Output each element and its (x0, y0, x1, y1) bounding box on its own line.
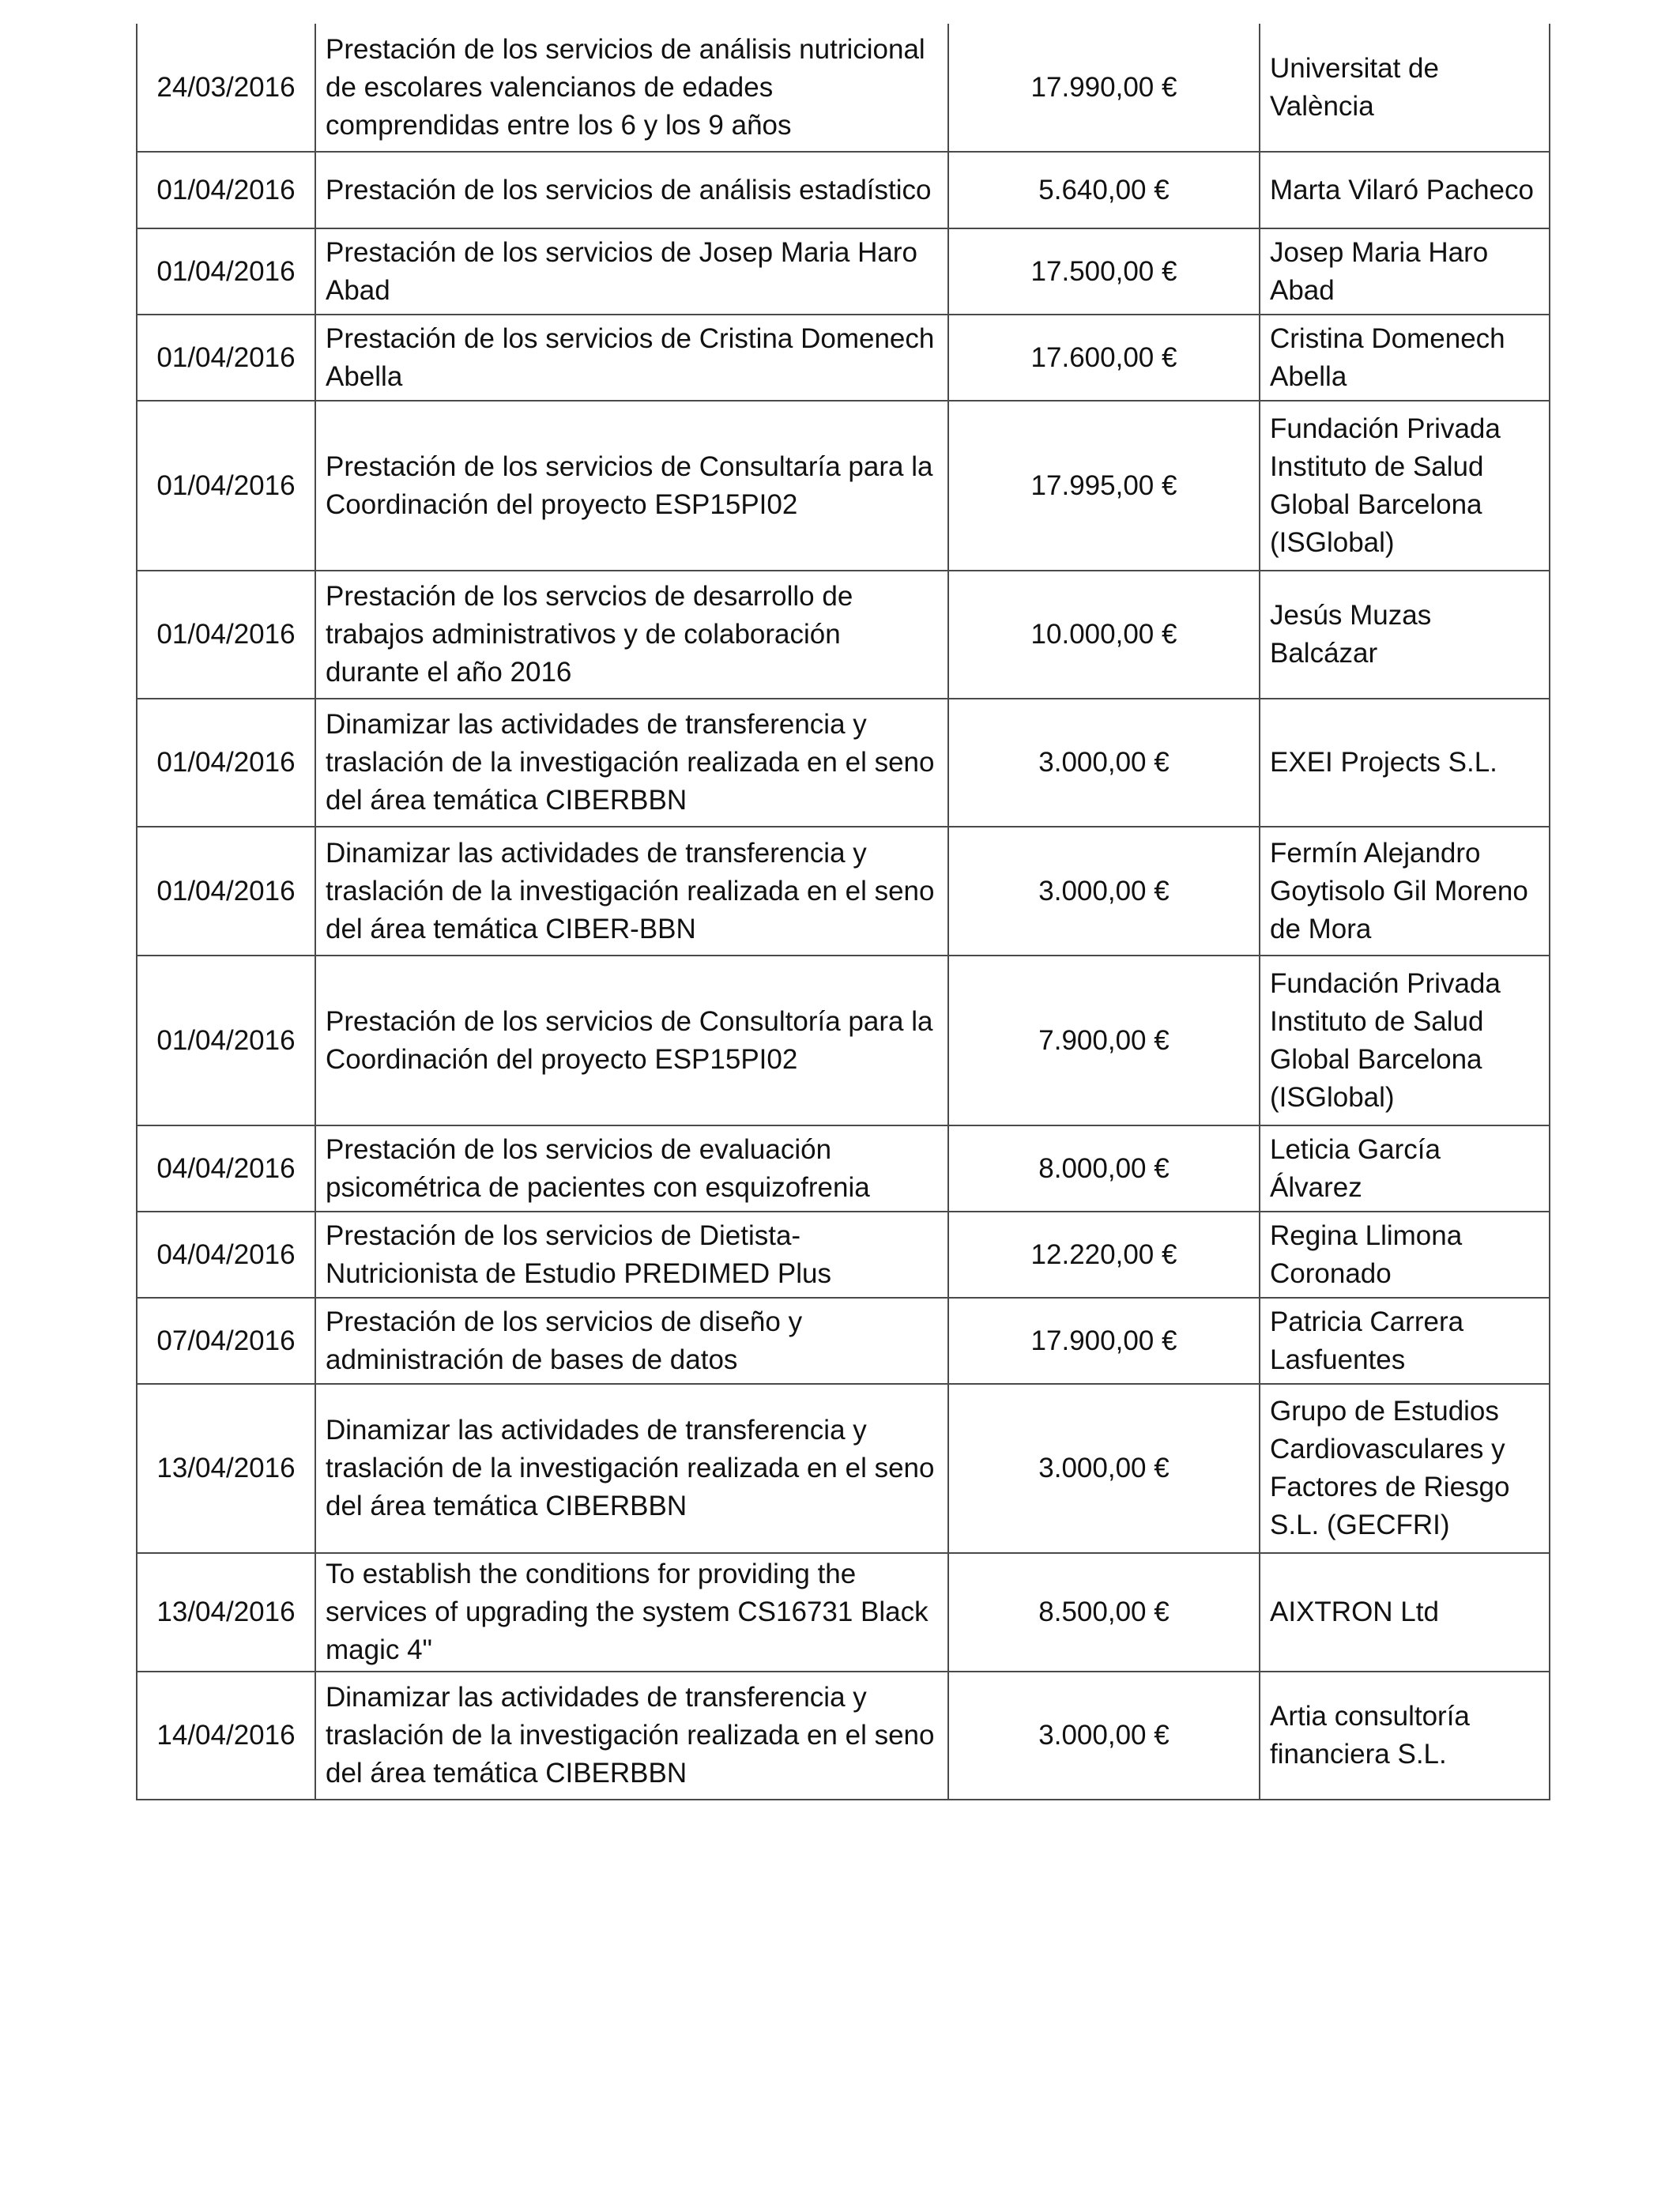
contract-provider: Fundación Privada Instituto de Salud Global Barcelona (ISGlobal) (1260, 401, 1550, 571)
contract-amount: 17.990,00 € (948, 24, 1260, 152)
contract-description: Dinamizar las actividades de transferencia y traslación de la investigación realizada en el seno del área temática CIBERBBN (315, 1672, 948, 1800)
contracts-table (136, 24, 1550, 1800)
table-row (137, 699, 1550, 827)
table-row (137, 152, 1550, 228)
table-row (137, 228, 1550, 315)
contract-date: 01/04/2016 (137, 315, 315, 401)
table-row (137, 571, 1550, 699)
table-row (137, 827, 1550, 956)
contract-description: Prestación de los servicios de Cristina Domenech Abella (315, 315, 948, 401)
table-row (137, 1672, 1550, 1800)
contract-provider: Leticia García Álvarez (1260, 1125, 1550, 1212)
contract-date: 01/04/2016 (137, 699, 315, 827)
contract-provider: EXEI Projects S.L. (1260, 699, 1550, 827)
contract-provider: Josep Maria Haro Abad (1260, 228, 1550, 315)
contract-amount: 5.640,00 € (948, 152, 1260, 228)
contract-date: 13/04/2016 (137, 1384, 315, 1553)
contract-amount: 3.000,00 € (948, 1672, 1260, 1800)
contract-provider: Artia consultoría financiera S.L. (1260, 1672, 1550, 1800)
contract-provider: Regina Llimona Coronado (1260, 1212, 1550, 1298)
contract-description: Prestación de los servicios de Josep Maria Haro Abad (315, 228, 948, 315)
contract-amount: 7.900,00 € (948, 956, 1260, 1125)
contract-description: Prestación de los servicios de análisis nutricional de escolares valencianos de edades comprendidas entre los 6 y los 9 años (315, 24, 948, 152)
contract-date: 04/04/2016 (137, 1125, 315, 1212)
contract-provider: AIXTRON Ltd (1260, 1553, 1550, 1672)
contract-amount: 3.000,00 € (948, 827, 1260, 956)
contract-amount: 17.600,00 € (948, 315, 1260, 401)
table-row (137, 24, 1550, 152)
contract-amount: 3.000,00 € (948, 1384, 1260, 1553)
contract-description: Prestación de los servcios de desarrollo de trabajos administrativos y de colaboración durante el año 2016 (315, 571, 948, 699)
contract-date: 01/04/2016 (137, 827, 315, 956)
contract-date: 01/04/2016 (137, 571, 315, 699)
contract-date: 01/04/2016 (137, 956, 315, 1125)
contract-date: 01/04/2016 (137, 152, 315, 228)
table-row (137, 1125, 1550, 1212)
contract-amount: 17.900,00 € (948, 1298, 1260, 1384)
contract-date: 13/04/2016 (137, 1553, 315, 1672)
contract-provider: Cristina Domenech Abella (1260, 315, 1550, 401)
contract-description: Prestación de los servicios de Consultaría para la Coordinación del proyecto ESP15PI02 (315, 401, 948, 571)
contract-date: 01/04/2016 (137, 228, 315, 315)
table-row (137, 401, 1550, 571)
contract-description: Dinamizar las actividades de transferencia y traslación de la investigación realizada en el seno del área temática CIBERBBN (315, 699, 948, 827)
contract-description: Prestación de los servicios de evaluación psicométrica de pacientes con esquizofrenia (315, 1125, 948, 1212)
table-row (137, 1553, 1550, 1672)
contract-amount: 17.500,00 € (948, 228, 1260, 315)
contract-description: Prestación de los servicios de Consultoría para la Coordinación del proyecto ESP15PI02 (315, 956, 948, 1125)
contract-date: 24/03/2016 (137, 24, 315, 152)
contract-description: To establish the conditions for providing the services of upgrading the system CS16731 Black magic 4" (315, 1553, 948, 1672)
contract-provider: Grupo de Estudios Cardiovasculares y Factores de Riesgo S.L. (GECFRI) (1260, 1384, 1550, 1553)
contract-description: Dinamizar las actividades de transferencia y traslación de la investigación realizada en el seno del área temática CIBERBBN (315, 1384, 948, 1553)
contract-provider: Marta Vilaró Pacheco (1260, 152, 1550, 228)
contract-amount: 17.995,00 € (948, 401, 1260, 571)
contract-date: 04/04/2016 (137, 1212, 315, 1298)
contract-amount: 12.220,00 € (948, 1212, 1260, 1298)
contract-description: Prestación de los servicios de Dietista-Nutricionista de Estudio PREDIMED Plus (315, 1212, 948, 1298)
contract-description: Prestación de los servicios de análisis estadístico (315, 152, 948, 228)
contract-provider: Fundación Privada Instituto de Salud Global Barcelona (ISGlobal) (1260, 956, 1550, 1125)
contract-amount: 8.000,00 € (948, 1125, 1260, 1212)
contract-provider: Fermín Alejandro Goytisolo Gil Moreno de Mora (1260, 827, 1550, 956)
contract-provider: Jesús Muzas Balcázar (1260, 571, 1550, 699)
table-row (137, 315, 1550, 401)
table-row (137, 1384, 1550, 1553)
contract-date: 07/04/2016 (137, 1298, 315, 1384)
contract-amount: 10.000,00 € (948, 571, 1260, 699)
contract-date: 14/04/2016 (137, 1672, 315, 1800)
table-row (137, 1212, 1550, 1298)
contract-amount: 8.500,00 € (948, 1553, 1260, 1672)
contract-provider: Patricia Carrera Lasfuentes (1260, 1298, 1550, 1384)
contract-amount: 3.000,00 € (948, 699, 1260, 827)
table-row (137, 1298, 1550, 1384)
contract-provider: Universitat de València (1260, 24, 1550, 152)
contract-date: 01/04/2016 (137, 401, 315, 571)
contract-description: Dinamizar las actividades de transferencia y traslación de la investigación realizada en el seno del área temática CIBER-BBN (315, 827, 948, 956)
contract-description: Prestación de los servicios de diseño y administración de bases de datos (315, 1298, 948, 1384)
table-row (137, 956, 1550, 1125)
